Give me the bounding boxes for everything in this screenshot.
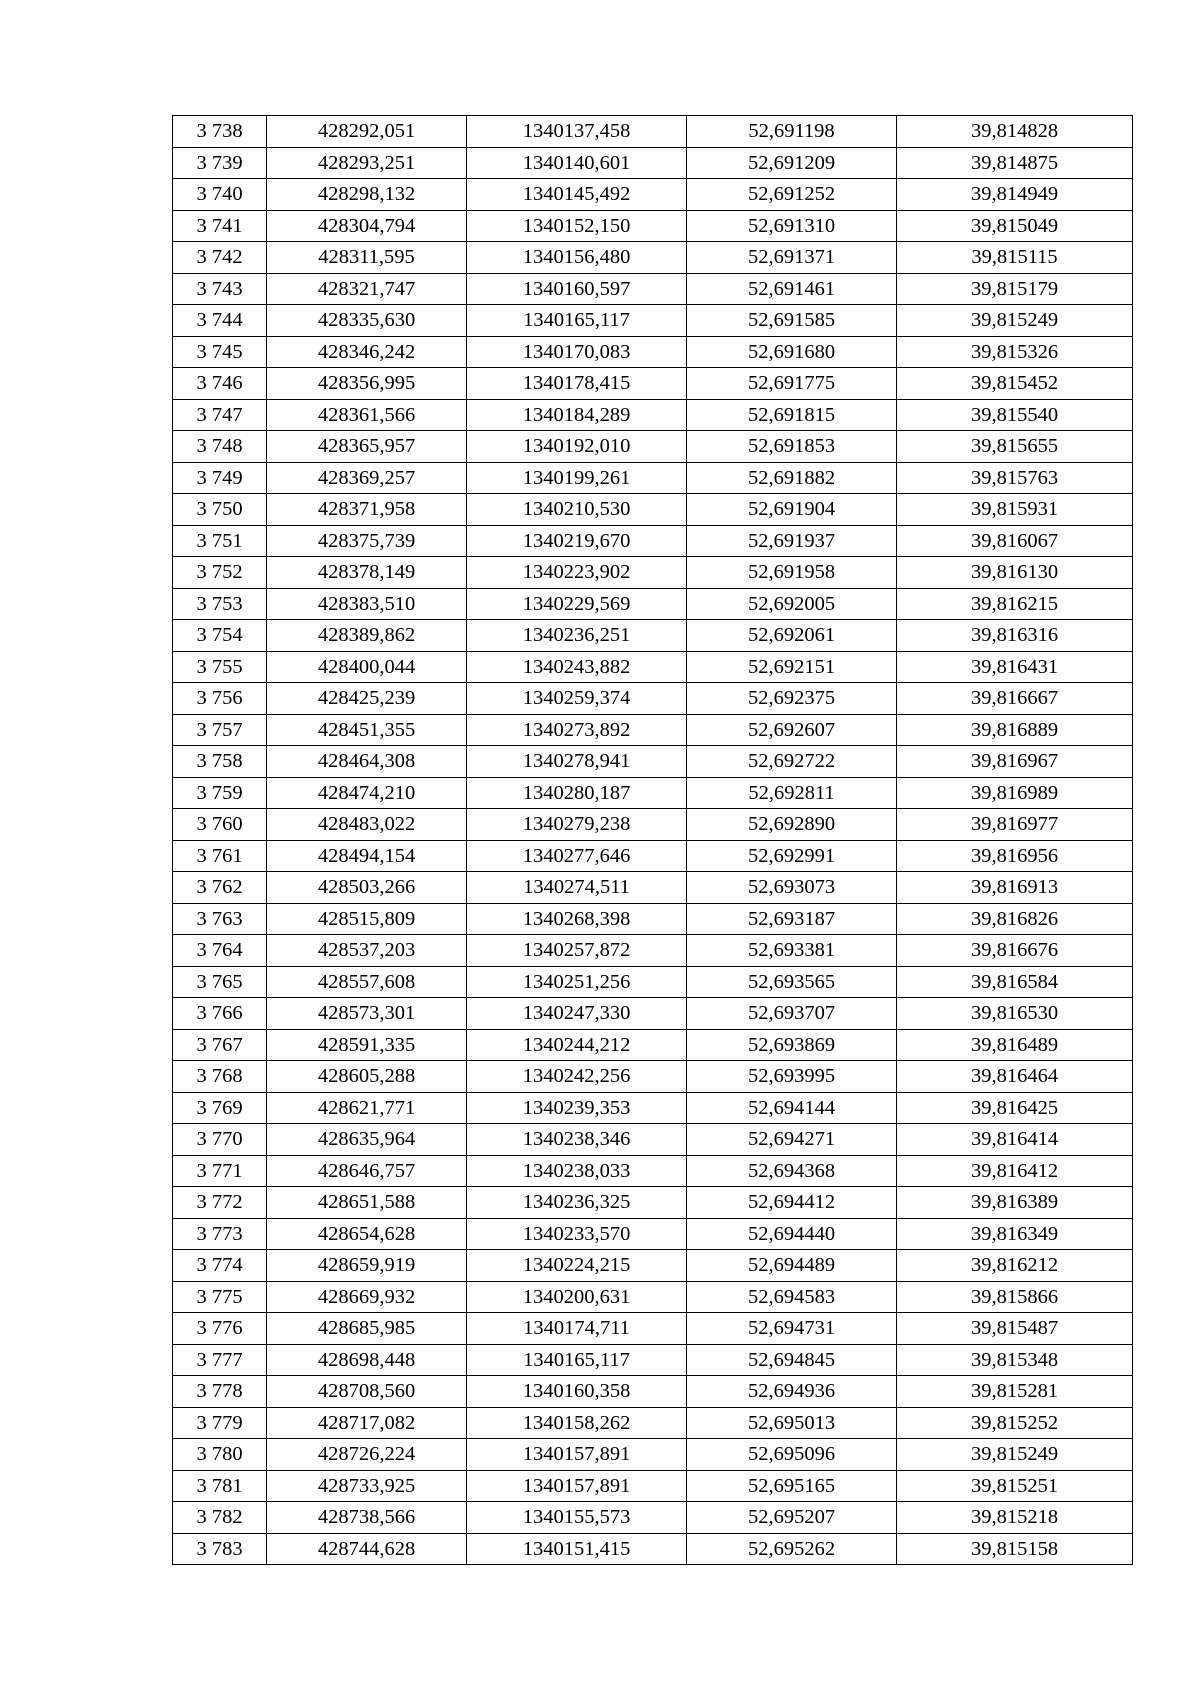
point-number-cell: 3 766 bbox=[173, 998, 267, 1030]
y-coordinate-cell: 1340223,902 bbox=[467, 557, 687, 589]
point-number-cell: 3 774 bbox=[173, 1250, 267, 1282]
table-row bbox=[173, 305, 1133, 337]
point-number-cell: 3 781 bbox=[173, 1470, 267, 1502]
point-number-cell: 3 763 bbox=[173, 903, 267, 935]
point-number-cell: 3 772 bbox=[173, 1187, 267, 1219]
y-coordinate-cell: 1340238,033 bbox=[467, 1155, 687, 1187]
point-number-cell: 3 783 bbox=[173, 1533, 267, 1565]
x-coordinate-cell: 428744,628 bbox=[267, 1533, 467, 1565]
table-row bbox=[173, 431, 1133, 463]
y-coordinate-cell: 1340236,251 bbox=[467, 620, 687, 652]
latitude-cell: 52,694271 bbox=[687, 1124, 897, 1156]
x-coordinate-cell: 428591,335 bbox=[267, 1029, 467, 1061]
point-number-cell: 3 777 bbox=[173, 1344, 267, 1376]
point-number-cell: 3 767 bbox=[173, 1029, 267, 1061]
longitude-cell: 39,814828 bbox=[897, 116, 1133, 148]
y-coordinate-cell: 1340184,289 bbox=[467, 399, 687, 431]
y-coordinate-cell: 1340200,631 bbox=[467, 1281, 687, 1313]
point-number-cell: 3 744 bbox=[173, 305, 267, 337]
longitude-cell: 39,816989 bbox=[897, 777, 1133, 809]
point-number-cell: 3 755 bbox=[173, 651, 267, 683]
x-coordinate-cell: 428733,925 bbox=[267, 1470, 467, 1502]
point-number-cell: 3 762 bbox=[173, 872, 267, 904]
longitude-cell: 39,815348 bbox=[897, 1344, 1133, 1376]
latitude-cell: 52,691882 bbox=[687, 462, 897, 494]
x-coordinate-cell: 428451,355 bbox=[267, 714, 467, 746]
y-coordinate-cell: 1340137,458 bbox=[467, 116, 687, 148]
point-number-cell: 3 759 bbox=[173, 777, 267, 809]
latitude-cell: 52,695013 bbox=[687, 1407, 897, 1439]
coordinates-table bbox=[172, 115, 1133, 1565]
point-number-cell: 3 778 bbox=[173, 1376, 267, 1408]
table-row bbox=[173, 1407, 1133, 1439]
latitude-cell: 52,692991 bbox=[687, 840, 897, 872]
x-coordinate-cell: 428621,771 bbox=[267, 1092, 467, 1124]
longitude-cell: 39,816215 bbox=[897, 588, 1133, 620]
y-coordinate-cell: 1340145,492 bbox=[467, 179, 687, 211]
latitude-cell: 52,695165 bbox=[687, 1470, 897, 1502]
latitude-cell: 52,693381 bbox=[687, 935, 897, 967]
point-number-cell: 3 760 bbox=[173, 809, 267, 841]
table-row bbox=[173, 147, 1133, 179]
longitude-cell: 39,815115 bbox=[897, 242, 1133, 274]
table-row bbox=[173, 273, 1133, 305]
longitude-cell: 39,816212 bbox=[897, 1250, 1133, 1282]
latitude-cell: 52,694412 bbox=[687, 1187, 897, 1219]
table-row bbox=[173, 336, 1133, 368]
latitude-cell: 52,693187 bbox=[687, 903, 897, 935]
point-number-cell: 3 751 bbox=[173, 525, 267, 557]
x-coordinate-cell: 428378,149 bbox=[267, 557, 467, 589]
longitude-cell: 39,815931 bbox=[897, 494, 1133, 526]
point-number-cell: 3 775 bbox=[173, 1281, 267, 1313]
point-number-cell: 3 738 bbox=[173, 116, 267, 148]
point-number-cell: 3 768 bbox=[173, 1061, 267, 1093]
longitude-cell: 39,815655 bbox=[897, 431, 1133, 463]
point-number-cell: 3 745 bbox=[173, 336, 267, 368]
latitude-cell: 52,691680 bbox=[687, 336, 897, 368]
table-row bbox=[173, 462, 1133, 494]
latitude-cell: 52,691371 bbox=[687, 242, 897, 274]
latitude-cell: 52,692722 bbox=[687, 746, 897, 778]
longitude-cell: 39,816913 bbox=[897, 872, 1133, 904]
longitude-cell: 39,816425 bbox=[897, 1092, 1133, 1124]
latitude-cell: 52,691209 bbox=[687, 147, 897, 179]
x-coordinate-cell: 428321,747 bbox=[267, 273, 467, 305]
y-coordinate-cell: 1340233,570 bbox=[467, 1218, 687, 1250]
longitude-cell: 39,815049 bbox=[897, 210, 1133, 242]
latitude-cell: 52,694936 bbox=[687, 1376, 897, 1408]
point-number-cell: 3 740 bbox=[173, 179, 267, 211]
x-coordinate-cell: 428371,958 bbox=[267, 494, 467, 526]
table-row bbox=[173, 368, 1133, 400]
y-coordinate-cell: 1340278,941 bbox=[467, 746, 687, 778]
table-row bbox=[173, 1281, 1133, 1313]
point-number-cell: 3 761 bbox=[173, 840, 267, 872]
point-number-cell: 3 741 bbox=[173, 210, 267, 242]
table-row bbox=[173, 714, 1133, 746]
point-number-cell: 3 746 bbox=[173, 368, 267, 400]
longitude-cell: 39,816464 bbox=[897, 1061, 1133, 1093]
latitude-cell: 52,691198 bbox=[687, 116, 897, 148]
longitude-cell: 39,816676 bbox=[897, 935, 1133, 967]
point-number-cell: 3 743 bbox=[173, 273, 267, 305]
y-coordinate-cell: 1340229,569 bbox=[467, 588, 687, 620]
y-coordinate-cell: 1340160,597 bbox=[467, 273, 687, 305]
y-coordinate-cell: 1340247,330 bbox=[467, 998, 687, 1030]
x-coordinate-cell: 428503,266 bbox=[267, 872, 467, 904]
latitude-cell: 52,692151 bbox=[687, 651, 897, 683]
x-coordinate-cell: 428659,919 bbox=[267, 1250, 467, 1282]
point-number-cell: 3 782 bbox=[173, 1502, 267, 1534]
table-row bbox=[173, 1092, 1133, 1124]
longitude-cell: 39,815487 bbox=[897, 1313, 1133, 1345]
latitude-cell: 52,694144 bbox=[687, 1092, 897, 1124]
table-row bbox=[173, 1155, 1133, 1187]
latitude-cell: 52,692375 bbox=[687, 683, 897, 715]
y-coordinate-cell: 1340160,358 bbox=[467, 1376, 687, 1408]
longitude-cell: 39,815252 bbox=[897, 1407, 1133, 1439]
table-row bbox=[173, 683, 1133, 715]
table-row bbox=[173, 1502, 1133, 1534]
latitude-cell: 52,694845 bbox=[687, 1344, 897, 1376]
y-coordinate-cell: 1340192,010 bbox=[467, 431, 687, 463]
y-coordinate-cell: 1340170,083 bbox=[467, 336, 687, 368]
longitude-cell: 39,815218 bbox=[897, 1502, 1133, 1534]
y-coordinate-cell: 1340259,374 bbox=[467, 683, 687, 715]
x-coordinate-cell: 428365,957 bbox=[267, 431, 467, 463]
point-number-cell: 3 773 bbox=[173, 1218, 267, 1250]
longitude-cell: 39,814949 bbox=[897, 179, 1133, 211]
latitude-cell: 52,694583 bbox=[687, 1281, 897, 1313]
point-number-cell: 3 742 bbox=[173, 242, 267, 274]
longitude-cell: 39,815249 bbox=[897, 305, 1133, 337]
table-row bbox=[173, 746, 1133, 778]
latitude-cell: 52,691853 bbox=[687, 431, 897, 463]
x-coordinate-cell: 428483,022 bbox=[267, 809, 467, 841]
point-number-cell: 3 756 bbox=[173, 683, 267, 715]
latitude-cell: 52,695207 bbox=[687, 1502, 897, 1534]
latitude-cell: 52,691461 bbox=[687, 273, 897, 305]
longitude-cell: 39,816067 bbox=[897, 525, 1133, 557]
y-coordinate-cell: 1340157,891 bbox=[467, 1470, 687, 1502]
y-coordinate-cell: 1340273,892 bbox=[467, 714, 687, 746]
latitude-cell: 52,691815 bbox=[687, 399, 897, 431]
x-coordinate-cell: 428738,566 bbox=[267, 1502, 467, 1534]
point-number-cell: 3 770 bbox=[173, 1124, 267, 1156]
table-row bbox=[173, 1533, 1133, 1565]
latitude-cell: 52,693995 bbox=[687, 1061, 897, 1093]
longitude-cell: 39,816967 bbox=[897, 746, 1133, 778]
x-coordinate-cell: 428685,985 bbox=[267, 1313, 467, 1345]
table-row bbox=[173, 1218, 1133, 1250]
table-row bbox=[173, 903, 1133, 935]
x-coordinate-cell: 428293,251 bbox=[267, 147, 467, 179]
y-coordinate-cell: 1340242,256 bbox=[467, 1061, 687, 1093]
longitude-cell: 39,815540 bbox=[897, 399, 1133, 431]
y-coordinate-cell: 1340140,601 bbox=[467, 147, 687, 179]
y-coordinate-cell: 1340243,882 bbox=[467, 651, 687, 683]
longitude-cell: 39,816389 bbox=[897, 1187, 1133, 1219]
latitude-cell: 52,694489 bbox=[687, 1250, 897, 1282]
longitude-cell: 39,815179 bbox=[897, 273, 1133, 305]
table-row bbox=[173, 1187, 1133, 1219]
point-number-cell: 3 769 bbox=[173, 1092, 267, 1124]
latitude-cell: 52,691904 bbox=[687, 494, 897, 526]
longitude-cell: 39,816956 bbox=[897, 840, 1133, 872]
table-row bbox=[173, 1029, 1133, 1061]
point-number-cell: 3 749 bbox=[173, 462, 267, 494]
latitude-cell: 52,693869 bbox=[687, 1029, 897, 1061]
y-coordinate-cell: 1340268,398 bbox=[467, 903, 687, 935]
table-row bbox=[173, 998, 1133, 1030]
longitude-cell: 39,815281 bbox=[897, 1376, 1133, 1408]
longitude-cell: 39,816414 bbox=[897, 1124, 1133, 1156]
x-coordinate-cell: 428375,739 bbox=[267, 525, 467, 557]
y-coordinate-cell: 1340239,353 bbox=[467, 1092, 687, 1124]
point-number-cell: 3 780 bbox=[173, 1439, 267, 1471]
x-coordinate-cell: 428383,510 bbox=[267, 588, 467, 620]
y-coordinate-cell: 1340210,530 bbox=[467, 494, 687, 526]
x-coordinate-cell: 428669,932 bbox=[267, 1281, 467, 1313]
longitude-cell: 39,816667 bbox=[897, 683, 1133, 715]
latitude-cell: 52,693707 bbox=[687, 998, 897, 1030]
table-row bbox=[173, 840, 1133, 872]
x-coordinate-cell: 428557,608 bbox=[267, 966, 467, 998]
table-row bbox=[173, 1344, 1133, 1376]
longitude-cell: 39,816530 bbox=[897, 998, 1133, 1030]
point-number-cell: 3 771 bbox=[173, 1155, 267, 1187]
y-coordinate-cell: 1340158,262 bbox=[467, 1407, 687, 1439]
latitude-cell: 52,691310 bbox=[687, 210, 897, 242]
point-number-cell: 3 779 bbox=[173, 1407, 267, 1439]
latitude-cell: 52,694731 bbox=[687, 1313, 897, 1345]
longitude-cell: 39,816977 bbox=[897, 809, 1133, 841]
y-coordinate-cell: 1340152,150 bbox=[467, 210, 687, 242]
table-row bbox=[173, 1313, 1133, 1345]
table-row bbox=[173, 966, 1133, 998]
latitude-cell: 52,691775 bbox=[687, 368, 897, 400]
point-number-cell: 3 758 bbox=[173, 746, 267, 778]
table-row bbox=[173, 557, 1133, 589]
latitude-cell: 52,693565 bbox=[687, 966, 897, 998]
longitude-cell: 39,815251 bbox=[897, 1470, 1133, 1502]
x-coordinate-cell: 428356,995 bbox=[267, 368, 467, 400]
table-row bbox=[173, 525, 1133, 557]
table-row bbox=[173, 1061, 1133, 1093]
table-row bbox=[173, 588, 1133, 620]
table-row bbox=[173, 399, 1133, 431]
x-coordinate-cell: 428605,288 bbox=[267, 1061, 467, 1093]
longitude-cell: 39,815452 bbox=[897, 368, 1133, 400]
latitude-cell: 52,692811 bbox=[687, 777, 897, 809]
y-coordinate-cell: 1340178,415 bbox=[467, 368, 687, 400]
table-row bbox=[173, 242, 1133, 274]
coordinates-table-body bbox=[173, 116, 1133, 1565]
longitude-cell: 39,816826 bbox=[897, 903, 1133, 935]
table-row bbox=[173, 116, 1133, 148]
y-coordinate-cell: 1340251,256 bbox=[467, 966, 687, 998]
point-number-cell: 3 776 bbox=[173, 1313, 267, 1345]
x-coordinate-cell: 428464,308 bbox=[267, 746, 467, 778]
longitude-cell: 39,816130 bbox=[897, 557, 1133, 589]
longitude-cell: 39,816412 bbox=[897, 1155, 1133, 1187]
y-coordinate-cell: 1340279,238 bbox=[467, 809, 687, 841]
table-row bbox=[173, 1376, 1133, 1408]
x-coordinate-cell: 428708,560 bbox=[267, 1376, 467, 1408]
table-row bbox=[173, 1250, 1133, 1282]
latitude-cell: 52,693073 bbox=[687, 872, 897, 904]
longitude-cell: 39,815326 bbox=[897, 336, 1133, 368]
longitude-cell: 39,816349 bbox=[897, 1218, 1133, 1250]
x-coordinate-cell: 428361,566 bbox=[267, 399, 467, 431]
table-row bbox=[173, 935, 1133, 967]
longitude-cell: 39,815158 bbox=[897, 1533, 1133, 1565]
point-number-cell: 3 748 bbox=[173, 431, 267, 463]
y-coordinate-cell: 1340155,573 bbox=[467, 1502, 687, 1534]
table-row bbox=[173, 494, 1133, 526]
longitude-cell: 39,815866 bbox=[897, 1281, 1133, 1313]
latitude-cell: 52,692607 bbox=[687, 714, 897, 746]
x-coordinate-cell: 428304,794 bbox=[267, 210, 467, 242]
latitude-cell: 52,691585 bbox=[687, 305, 897, 337]
latitude-cell: 52,695262 bbox=[687, 1533, 897, 1565]
y-coordinate-cell: 1340274,511 bbox=[467, 872, 687, 904]
x-coordinate-cell: 428335,630 bbox=[267, 305, 467, 337]
y-coordinate-cell: 1340157,891 bbox=[467, 1439, 687, 1471]
table-row bbox=[173, 1470, 1133, 1502]
x-coordinate-cell: 428726,224 bbox=[267, 1439, 467, 1471]
table-row bbox=[173, 1124, 1133, 1156]
table-row bbox=[173, 179, 1133, 211]
table-row bbox=[173, 651, 1133, 683]
x-coordinate-cell: 428292,051 bbox=[267, 116, 467, 148]
longitude-cell: 39,816889 bbox=[897, 714, 1133, 746]
x-coordinate-cell: 428646,757 bbox=[267, 1155, 467, 1187]
latitude-cell: 52,692061 bbox=[687, 620, 897, 652]
x-coordinate-cell: 428573,301 bbox=[267, 998, 467, 1030]
x-coordinate-cell: 428537,203 bbox=[267, 935, 467, 967]
x-coordinate-cell: 428474,210 bbox=[267, 777, 467, 809]
y-coordinate-cell: 1340244,212 bbox=[467, 1029, 687, 1061]
y-coordinate-cell: 1340236,325 bbox=[467, 1187, 687, 1219]
x-coordinate-cell: 428515,809 bbox=[267, 903, 467, 935]
longitude-cell: 39,816316 bbox=[897, 620, 1133, 652]
y-coordinate-cell: 1340199,261 bbox=[467, 462, 687, 494]
x-coordinate-cell: 428494,154 bbox=[267, 840, 467, 872]
longitude-cell: 39,815763 bbox=[897, 462, 1133, 494]
latitude-cell: 52,694368 bbox=[687, 1155, 897, 1187]
table-row bbox=[173, 777, 1133, 809]
point-number-cell: 3 757 bbox=[173, 714, 267, 746]
x-coordinate-cell: 428369,257 bbox=[267, 462, 467, 494]
latitude-cell: 52,691958 bbox=[687, 557, 897, 589]
latitude-cell: 52,692890 bbox=[687, 809, 897, 841]
y-coordinate-cell: 1340151,415 bbox=[467, 1533, 687, 1565]
y-coordinate-cell: 1340174,711 bbox=[467, 1313, 687, 1345]
y-coordinate-cell: 1340156,480 bbox=[467, 242, 687, 274]
y-coordinate-cell: 1340224,215 bbox=[467, 1250, 687, 1282]
x-coordinate-cell: 428698,448 bbox=[267, 1344, 467, 1376]
x-coordinate-cell: 428346,242 bbox=[267, 336, 467, 368]
y-coordinate-cell: 1340257,872 bbox=[467, 935, 687, 967]
y-coordinate-cell: 1340165,117 bbox=[467, 305, 687, 337]
longitude-cell: 39,816489 bbox=[897, 1029, 1133, 1061]
y-coordinate-cell: 1340219,670 bbox=[467, 525, 687, 557]
latitude-cell: 52,691937 bbox=[687, 525, 897, 557]
table-row bbox=[173, 872, 1133, 904]
x-coordinate-cell: 428298,132 bbox=[267, 179, 467, 211]
x-coordinate-cell: 428311,595 bbox=[267, 242, 467, 274]
longitude-cell: 39,815249 bbox=[897, 1439, 1133, 1471]
latitude-cell: 52,692005 bbox=[687, 588, 897, 620]
y-coordinate-cell: 1340280,187 bbox=[467, 777, 687, 809]
point-number-cell: 3 765 bbox=[173, 966, 267, 998]
point-number-cell: 3 764 bbox=[173, 935, 267, 967]
latitude-cell: 52,695096 bbox=[687, 1439, 897, 1471]
y-coordinate-cell: 1340277,646 bbox=[467, 840, 687, 872]
latitude-cell: 52,694440 bbox=[687, 1218, 897, 1250]
point-number-cell: 3 747 bbox=[173, 399, 267, 431]
x-coordinate-cell: 428400,044 bbox=[267, 651, 467, 683]
latitude-cell: 52,691252 bbox=[687, 179, 897, 211]
point-number-cell: 3 750 bbox=[173, 494, 267, 526]
x-coordinate-cell: 428425,239 bbox=[267, 683, 467, 715]
x-coordinate-cell: 428635,964 bbox=[267, 1124, 467, 1156]
y-coordinate-cell: 1340165,117 bbox=[467, 1344, 687, 1376]
longitude-cell: 39,816431 bbox=[897, 651, 1133, 683]
point-number-cell: 3 753 bbox=[173, 588, 267, 620]
table-row bbox=[173, 1439, 1133, 1471]
table-row bbox=[173, 809, 1133, 841]
y-coordinate-cell: 1340238,346 bbox=[467, 1124, 687, 1156]
point-number-cell: 3 752 bbox=[173, 557, 267, 589]
longitude-cell: 39,814875 bbox=[897, 147, 1133, 179]
point-number-cell: 3 754 bbox=[173, 620, 267, 652]
x-coordinate-cell: 428651,588 bbox=[267, 1187, 467, 1219]
table-row bbox=[173, 620, 1133, 652]
x-coordinate-cell: 428654,628 bbox=[267, 1218, 467, 1250]
point-number-cell: 3 739 bbox=[173, 147, 267, 179]
x-coordinate-cell: 428389,862 bbox=[267, 620, 467, 652]
x-coordinate-cell: 428717,082 bbox=[267, 1407, 467, 1439]
longitude-cell: 39,816584 bbox=[897, 966, 1133, 998]
table-row bbox=[173, 210, 1133, 242]
